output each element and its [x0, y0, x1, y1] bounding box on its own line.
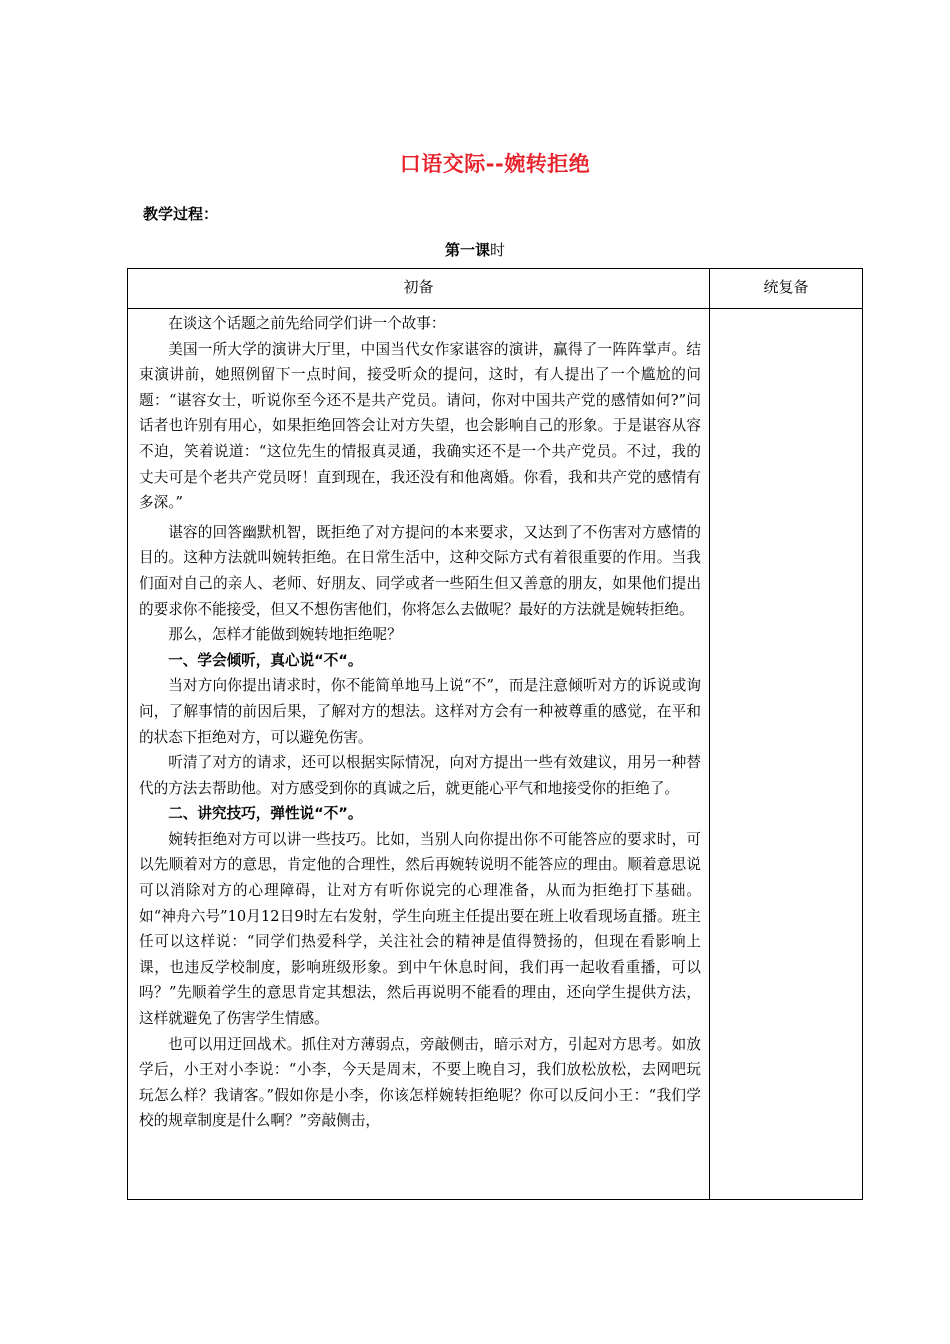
column-header-review: 统复备 — [710, 269, 863, 309]
paragraph-question: 那么，怎样才能做到婉转地拒绝呢？ — [168, 626, 402, 644]
paragraph-listen: 当对方向你提出请求时，你不能简单地马上说“不”，而是注意倾听对方的诉说或询问，了解事情的前因后果，了解对方的想法。这样对方会有一种被尊重的感觉，在平和的状态下拒绝对方，可以避免伤害。 — [139, 677, 701, 746]
paragraph-suggest: 听清了对方的请求，还可以根据实际情况，向对方提出一些有效建议，用另一种替代的方法去帮助他。对方感受到你的真诚之后，就更能心平气和地接受你的拒绝了。 — [139, 754, 701, 797]
column-header-initial: 初备 — [128, 269, 710, 309]
lesson-label-bold: 第一课 — [444, 241, 490, 259]
paragraph-technique: 婉转拒绝对方可以讲一些技巧。比如，当别人向你提出你不可能答应的要求时，可以先顺着对方的意思，肯定他的合理性，然后再婉转说明不能答应的理由。顺着意思说可以消除对方的心理障碍，让对方有听你说完的心理准备，从而为拒绝打下基础。如“神舟六号”10月12日9时左右发射，学生向班主任提出要在班上收看现场直播。班主任可以这样说：“同学们热爱科学，关注社会的精神是值得赞扬的，但现在看影响上课，也违反学校制度，影响班级形象。到中午休息时间，我们再一起收看重播，可以吗？”先顺着学生的意思肯定其想法，然后再说明不能看的理由，还向学生提供方法，这样就避免了伤害学生情感。 — [139, 830, 701, 1028]
lesson-label — [0, 239, 950, 260]
section-heading-two: 二、讲究技巧，弹性说“不”。 — [168, 805, 363, 823]
document-title: 口语交际--婉转拒绝 — [399, 152, 591, 176]
review-content-cell — [710, 309, 863, 1200]
teaching-process-label: 教学过程： — [143, 205, 219, 223]
paragraph-roundabout: 也可以用迂回战术。抓住对方薄弱点，旁敲侧击，暗示对方，引起对方思考。如放学后，小王对小李说：“小李，今天是周末，不要上晚自习，我们放松放松，去网吧玩玩怎么样？我请客。”假如你是小李，你该怎样婉转拒绝呢？你可以反问小王：“我们学校的规章制度是什么啊？”旁敲侧击， — [139, 1035, 701, 1130]
table-body-row — [128, 309, 863, 1200]
paragraph-analysis: 谌容的回答幽默机智，既拒绝了对方提问的本来要求，又达到了不伤害对方感情的目的。这种方法就叫婉转拒绝。在日常生活中，这种交际方式有着很重要的作用。当我们面对自己的亲人、老师、好朋友、同学或者一些陌生但又善意的朋友，如果他们提出的要求你不能接受，但又不想伤害他们，你将怎么去做呢？最好的方法就是婉转拒绝。 — [139, 523, 701, 618]
lesson-content — [128, 309, 709, 1134]
initial-content-cell — [128, 309, 710, 1200]
paragraph-intro: 在谈这个话题之前先给同学们讲一个故事： — [168, 315, 446, 332]
lesson-label-rest: 时 — [490, 241, 506, 259]
table-header-row — [128, 269, 863, 309]
section-heading-one: 一、学会倾听，真心说“不“。 — [168, 651, 363, 669]
paragraph-story: 美国一所大学的演讲大厅里，中国当代女作家谌容的演讲，赢得了一阵阵掌声。结束演讲前，她照例留下一点时间，接受听众的提问，这时，有人提出了一个尴尬的问题：“谌容女士，听说你至今还不是共产党员。请问，你对中国共产党的感情如何?”问话者也许别有用心，如果拒绝回答会让对方失望，也会影响自己的形象。于是谌容从容不迫，笑着说道：“这位先生的情报真灵通，我确实还不是一个共产党员。不过，我的丈夫可是个老共产党员呀！直到现在，我还没有和他离婚。你看，我和共产党的感情有多深。” — [139, 340, 701, 512]
lesson-plan-table — [127, 268, 863, 1200]
